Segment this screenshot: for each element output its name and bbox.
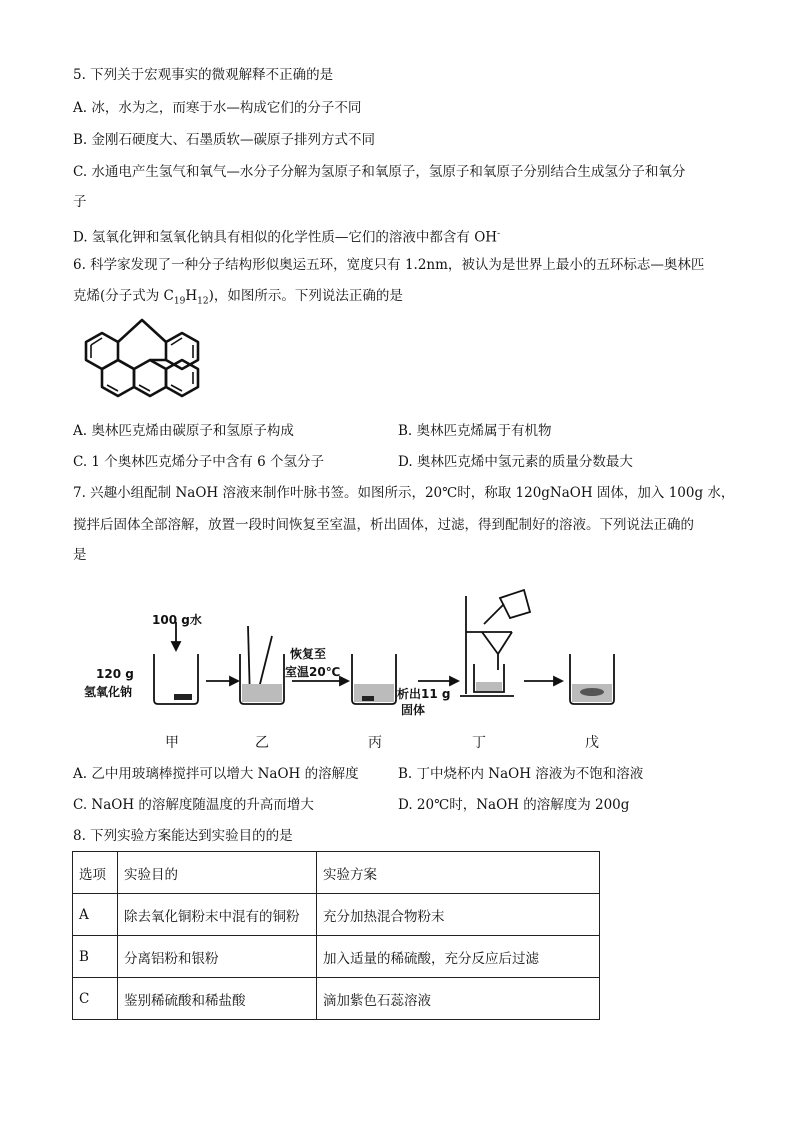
table-row bbox=[73, 894, 600, 936]
header-plan: 实验方案 bbox=[317, 852, 600, 894]
q8-stem: 8. 下列实验方案能达到实验目的的是 bbox=[73, 828, 293, 844]
q5-option-a: A. 冰，水为之，而寒于水—构成它们的分子不同 bbox=[73, 100, 362, 116]
row-purpose: 鉴别稀硫酸和稀盐酸 bbox=[118, 978, 317, 1020]
q5-option-c-cont: 子 bbox=[73, 194, 87, 210]
q6-option-c: C. 1 个奥林匹克烯分子中含有 6 个氢分子 bbox=[73, 454, 324, 470]
fig-precip-line2: 固体 bbox=[401, 703, 426, 717]
q7-option-a: A. 乙中用玻璃棒搅拌可以增大 NaOH 的溶解度 bbox=[73, 766, 359, 782]
q6-option-a: A. 奥林匹克烯由碳原子和氢原子构成 bbox=[73, 423, 294, 439]
header-option: 选项 bbox=[73, 852, 118, 894]
q5-option-d: D. 氢氧化钾和氢氧化钠具有相似的化学性质—它们的溶液中都含有 OH- bbox=[73, 229, 501, 246]
q6-option-b: B. 奥林匹克烯属于有机物 bbox=[398, 423, 552, 439]
row-purpose: 分离铝粉和银粉 bbox=[118, 936, 317, 978]
header-purpose: 实验目的 bbox=[118, 852, 317, 894]
label-jia: 甲 bbox=[165, 735, 179, 751]
fig-solid-mass: 120 g bbox=[96, 667, 134, 681]
row-plan: 加入适量的稀硫酸，充分反应后过滤 bbox=[317, 936, 600, 978]
row-label: A bbox=[73, 894, 118, 936]
label-wu: 戊 bbox=[585, 735, 599, 751]
label-bing: 丙 bbox=[368, 735, 382, 751]
row-plan: 滴加紫色石蕊溶液 bbox=[317, 978, 600, 1020]
row-plan: 充分加热混合物粉末 bbox=[317, 894, 600, 936]
fig-water-label: 100 g水 bbox=[152, 613, 202, 627]
q6-stem-line2: 克烯(分子式为 $C_{19}H_{12}$)，如图所示。下列说法正确的是 bbox=[73, 288, 403, 307]
fig-precip-line1: 析出11 g bbox=[397, 687, 451, 701]
row-label: C bbox=[73, 978, 118, 1020]
q7-stem-line2: 搅拌后固体全部溶解，放置一段时间恢复至室温，析出固体，过滤，得到配制好的溶液。下列说法正确的 bbox=[73, 517, 694, 533]
q7-stem-line1: 7. 兴趣小组配制 NaOH 溶液来制作叶脉书签。如图所示，20℃时，称取 120gNaOH 固体，加入 100g 水， bbox=[73, 485, 735, 501]
q7-stem-line3: 是 bbox=[73, 547, 87, 563]
q6-stem-line1: 6. 科学家发现了一种分子结构形似奥运五环，宽度只有 1.2nm，被认为是世界上最小的五环标志—奥林匹 bbox=[73, 257, 705, 273]
ion-charge: - bbox=[497, 229, 501, 239]
olympicene-structure bbox=[78, 312, 214, 404]
q6-option-d: D. 奥林匹克烯中氢元素的质量分数最大 bbox=[398, 454, 633, 470]
q5-stem: 5. 下列关于宏观事实的微观解释不正确的是 bbox=[73, 67, 334, 83]
q7-option-c: C. NaOH 的溶解度随温度的升高而增大 bbox=[73, 797, 314, 813]
table-row bbox=[73, 978, 600, 1020]
q5-option-c: C. 水通电产生氢气和氧气—水分子分解为氢原子和氧原子，氢原子和氧原子分别结合生成氢分子和氧分 bbox=[73, 164, 686, 180]
label-yi: 乙 bbox=[255, 735, 269, 751]
q7-option-d: D. 20℃时，NaOH 的溶解度为 200g bbox=[398, 797, 630, 813]
fig-restore-line1: 恢复至 bbox=[290, 647, 327, 661]
q7-option-b: B. 丁中烧杯内 NaOH 溶液为不饱和溶液 bbox=[398, 766, 644, 782]
experiment-table bbox=[72, 851, 600, 1020]
row-label: B bbox=[73, 936, 118, 978]
fig-restore-line2: 室温20℃ bbox=[285, 665, 341, 679]
q5-option-b: B. 金刚石硬度大、石墨质软—碳原子排列方式不同 bbox=[73, 132, 376, 148]
solution-prep-diagram bbox=[80, 584, 640, 720]
label-ding: 丁 bbox=[472, 735, 486, 751]
fig-solid-name: 氢氧化钠 bbox=[84, 685, 133, 699]
table-header-row bbox=[73, 852, 600, 894]
row-purpose: 除去氧化铜粉末中混有的铜粉 bbox=[118, 894, 317, 936]
table-row bbox=[73, 936, 600, 978]
